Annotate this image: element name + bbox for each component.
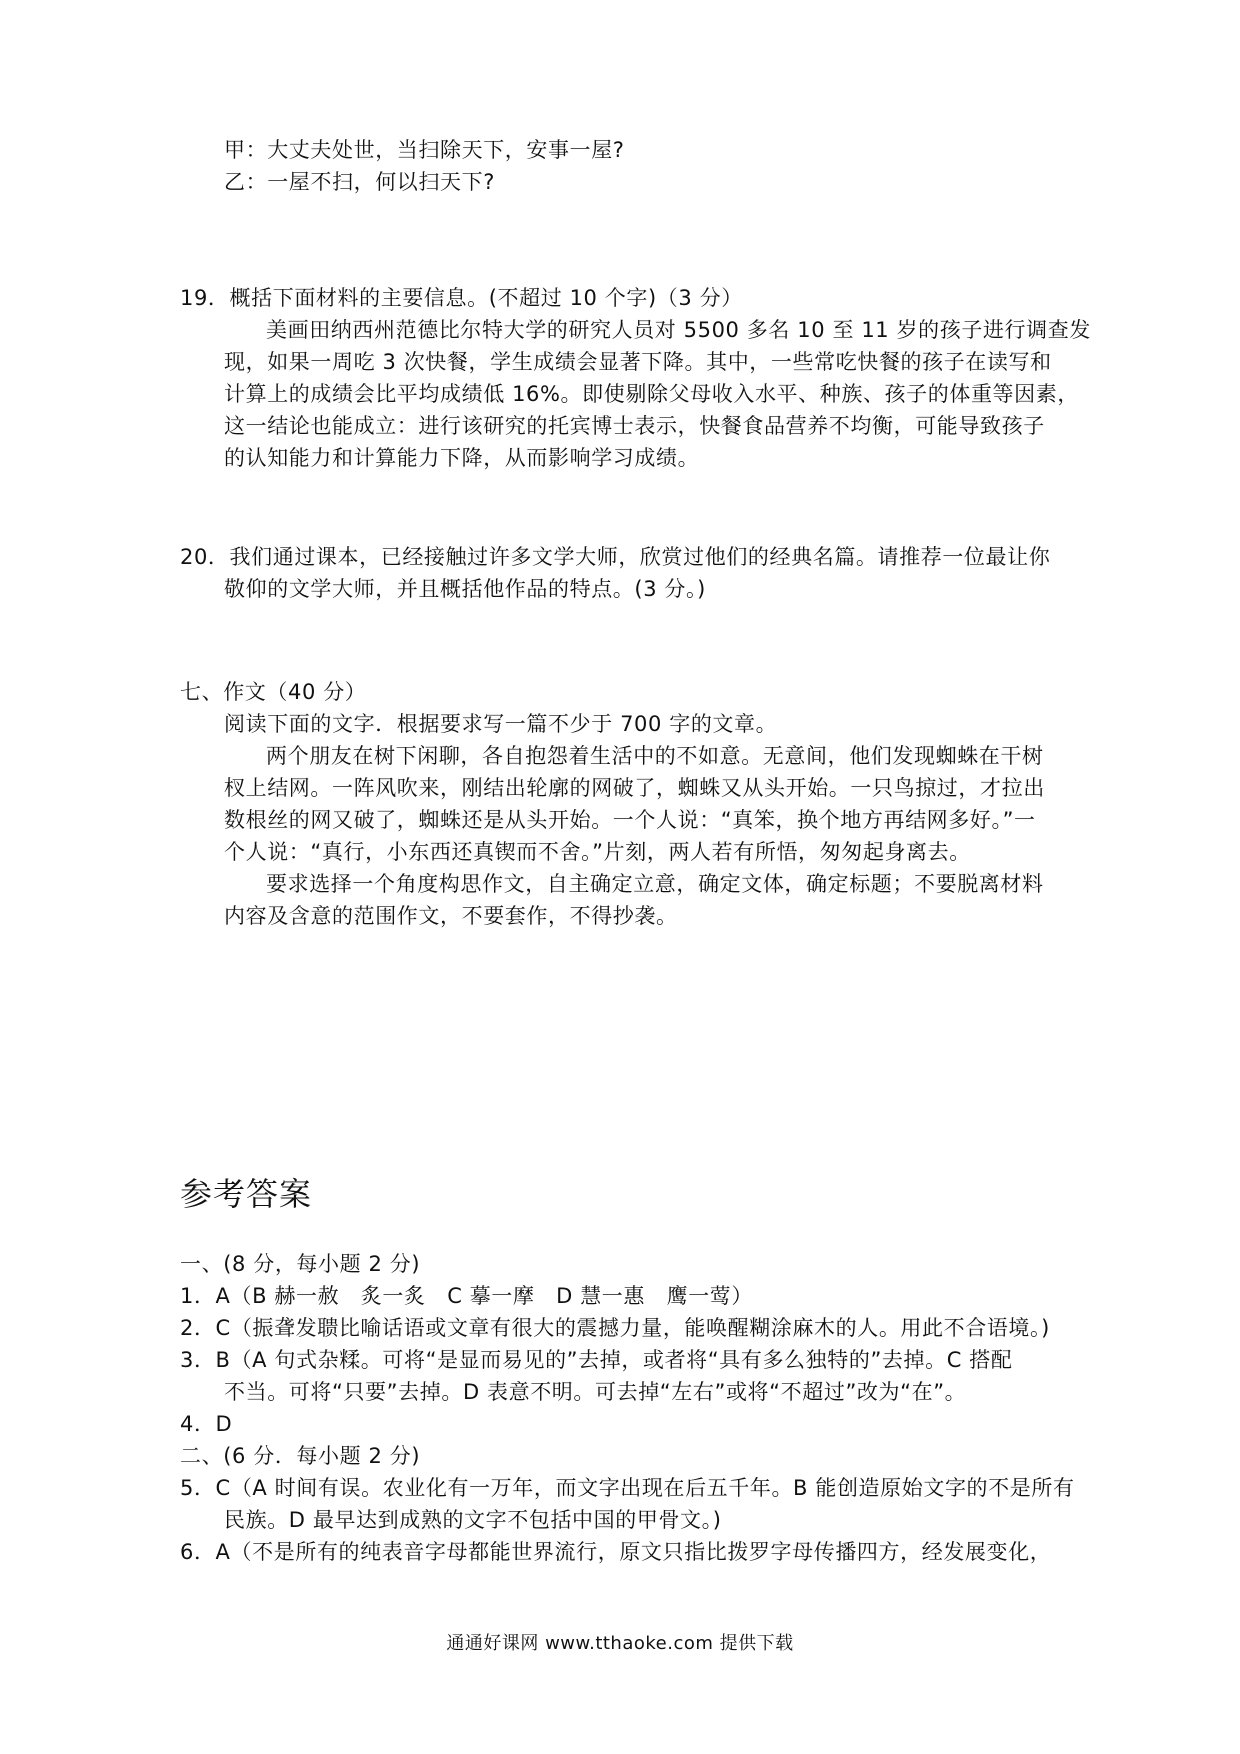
q19-material-line-3: 计算上的成绩会比平均成绩低 16%。即使剔除父母收入水平、种族、孩子的体重等因素， [224,382,1079,406]
question-20-line-1: 20．我们通过课本，已经接触过许多文学大师，欣赏过他们的经典名篇。请推荐一位最让你 [180,545,1051,569]
answer-3-line-1: 3．B（A 句式杂糅。可将“是显而易见的”去掉，或者将“具有多么独特的”去掉。C 搭配 [180,1348,1013,1372]
answer-6-line-1: 6．A（不是所有的纯表音字母都能世界流行，原文只指比拨罗字母传播四方，经发展变化， [180,1540,1052,1564]
answers-title: 参考答案 [180,1175,313,1213]
essay-material-line-1: 两个朋友在树下闲聊，各自抱怨着生活中的不如意。无意间，他们发现蜘蛛在干树 [266,744,1044,768]
essay-requirement-line-2: 内容及含意的范围作文，不要套作，不得抄袭。 [224,904,678,928]
essay-material-line-4: 个人说：“真行，小东西还真锲而不舍。”片刻，两人若有所悟，匆匆起身离去。 [224,840,971,864]
answer-section-1: 一、(8 分，每小题 2 分) [180,1252,421,1276]
essay-material-line-3: 数根丝的网又破了，蜘蛛还是从头开始。一个人说：“真笨，换个地方再结网多好。”一 [224,808,1036,832]
q19-material-line-5: 的认知能力和计算能力下降，从而影响学习成绩。 [224,446,700,470]
answer-4: 4．D [180,1412,233,1436]
answer-5-line-2: 民族。D 最早达到成熟的文字不包括中国的甲骨文。) [224,1508,722,1532]
essay-requirement-line-1: 要求选择一个角度构思作文，自主确定立意，确定文体，确定标题；不要脱离材料 [266,872,1044,896]
dialogue-jia: 甲：大丈夫处世，当扫除天下，安事一屋? [224,138,625,162]
dialogue-yi: 乙：一屋不扫，何以扫天下? [224,170,495,194]
q19-material-line-2: 现，如果一周吃 3 次快餐，学生成绩会显著下降。其中，一些常吃快餐的孩子在读写和 [224,350,1052,374]
q19-material-line-4: 这一结论也能成立：进行该研究的托宾博士表示，快餐食品营养不均衡，可能导致孩子 [224,414,1045,438]
answer-5-line-1: 5．C（A 时间有误。农业化有一万年，而文字出现在后五千年。B 能创造原始文字的不是所有 [180,1476,1075,1500]
essay-intro: 阅读下面的文字．根据要求写一篇不少于 700 字的文章。 [224,712,778,736]
essay-heading: 七、作文（40 分） [180,680,367,704]
question-20-line-2: 敬仰的文学大师，并且概括他作品的特点。(3 分。) [224,577,706,601]
q19-material-line-1: 美画田纳西州范德比尔特大学的研究人员对 5500 多名 10 至 11 岁的孩子进行调查发 [266,318,1091,342]
answer-2: 2．C（振聋发聩比喻话语或文章有很大的震撼力量，能唤醒糊涂麻木的人。用此不合语境。) [180,1316,1050,1340]
answer-1: 1．A（B 赫一赦 炙一炙 C 摹一摩 D 慧一惠 鹰一莺） [180,1284,753,1308]
question-19-title: 19．概括下面材料的主要信息。(不超过 10 个字)（3 分） [180,286,743,310]
page-footer: 通通好课网 www.tthaoke.com 提供下载 [446,1633,794,1654]
answer-section-2: 二、(6 分．每小题 2 分) [180,1444,421,1468]
essay-material-line-2: 杈上结网。一阵风吹来，刚结出轮廓的网破了，蜘蛛又从头开始。一只鸟掠过，才拉出 [224,776,1045,800]
answer-3-line-2: 不当。可将“只要”去掉。D 表意不明。可去掉“左右”或将“不超过”改为“在”。 [224,1380,967,1404]
